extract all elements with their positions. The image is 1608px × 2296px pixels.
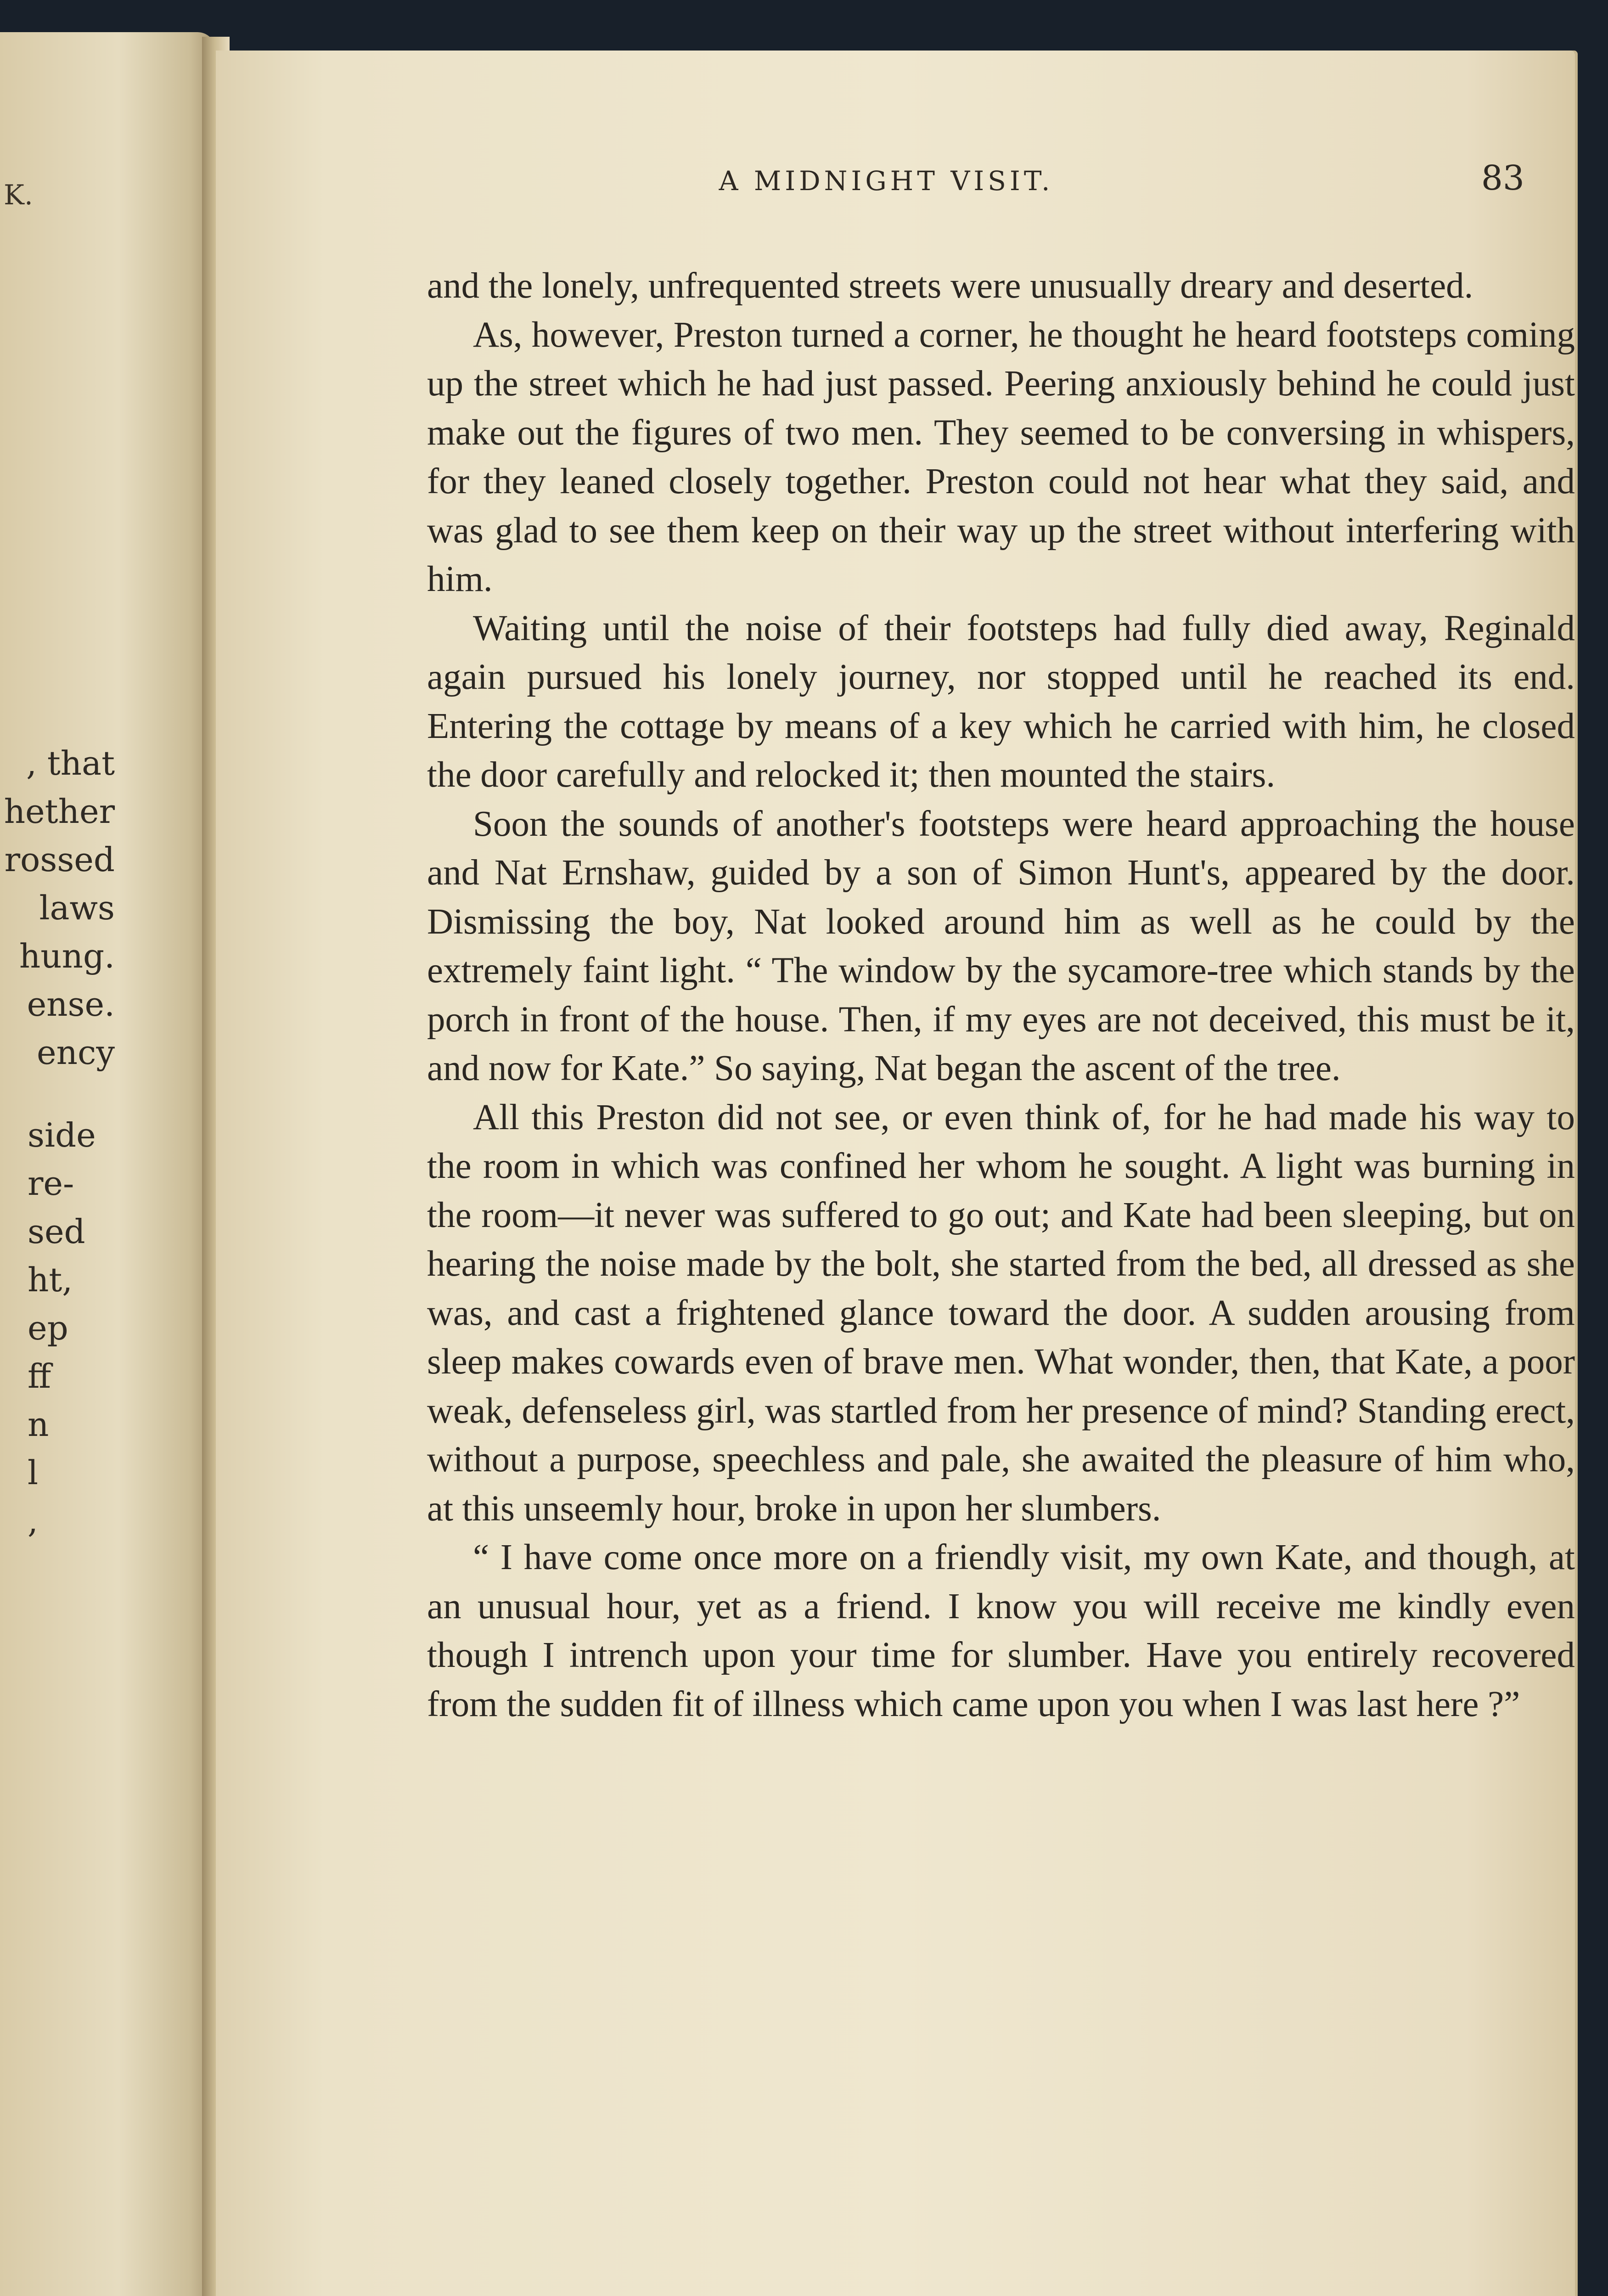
left-fragment: ht, bbox=[28, 1261, 73, 1299]
book-page bbox=[216, 51, 1575, 2296]
left-fragment: rossed bbox=[4, 840, 115, 879]
paragraph: and the lonely, unfrequented streets were unusually dreary and deserted. bbox=[427, 266, 1473, 306]
running-head: A MIDNIGHT VISIT. bbox=[719, 165, 1054, 197]
left-fragment: , bbox=[28, 1502, 38, 1540]
paragraph: Waiting until the noise of their footsteps had fully died away, Reginald again pursued his lonely journey, nor stopped until he reached its end. Entering the cottage by means of a key which he carried with him, he closed the door carefully and relocked it; then mounted the stairs. bbox=[427, 608, 1575, 795]
left-fragment: sed bbox=[28, 1212, 85, 1251]
left-page-text-fragments bbox=[0, 739, 115, 1545]
left-fragment: ff bbox=[28, 1357, 51, 1396]
left-fragment: side bbox=[28, 1116, 96, 1154]
left-fragment: ep bbox=[28, 1309, 68, 1347]
page-number: 83 bbox=[1481, 158, 1524, 198]
paragraph: “ I have come once more on a friendly visit, my own Kate, and though, at an unusual hour, yet as a friend. I know you will receive me kindly even though I intrench upon your time for slumber. Have you entirely recovered from the sudden fit of illness which came upon you when I was last here ?” bbox=[427, 1537, 1575, 1724]
left-fragment: , that bbox=[26, 744, 115, 782]
left-page-header-fragment: K. bbox=[4, 179, 33, 211]
left-fragment: hung. bbox=[19, 937, 115, 975]
left-fragment: n bbox=[28, 1405, 49, 1444]
paragraph: All this Preston did not see, or even think of, for he had made his way to the room in which was confined her whom he sought. A light was burning in the room—it never was suffered to go out; and Kate had been sleeping, but on hearing the noise made by the bolt, she started from the bed, all dressed as she was, and cast a frightened glance toward the door. A sudden arousing from sleep makes cowards even of brave men. What wonder, then, that Kate, a poor weak, defenseless girl, was startled from her presence of mind? Standing erect, without a purpose, speechless and pale, she awaited the pleasure of him who, at this unseemly hour, broke in upon her slumbers. bbox=[427, 1097, 1575, 1529]
left-fragment: ency bbox=[37, 1033, 115, 1072]
left-facing-page bbox=[0, 32, 216, 2296]
left-fragment: hether bbox=[4, 792, 115, 831]
body-text bbox=[427, 262, 1575, 1729]
paragraph: As, however, Preston turned a corner, he thought he heard footsteps coming up the street which he had just passed. Peering anxiously behind he could just make out the figures of two men. They seemed to be conversing in whispers, for they leaned closely together. Preston could not hear what they said, and was glad to see them keep on their way up the street without interfering with him. bbox=[427, 315, 1575, 599]
left-fragment: re- bbox=[28, 1164, 74, 1203]
left-fragment: laws bbox=[39, 889, 115, 927]
left-fragment: l bbox=[28, 1453, 39, 1492]
paragraph: Soon the sounds of another's footsteps were heard approaching the house and Nat Ernshaw, guided by a son of Simon Hunt's, appeared by the door. Dismissing the boy, Nat looked around him as well as he could by the extremely faint light. “ The window by the sycamore-tree which stands by the porch in front of the house. Then, if my eyes are not deceived, this must be it, and now for Kate.” So saying, Nat began the ascent of the tree. bbox=[427, 804, 1575, 1088]
left-fragment: ense. bbox=[27, 985, 115, 1024]
